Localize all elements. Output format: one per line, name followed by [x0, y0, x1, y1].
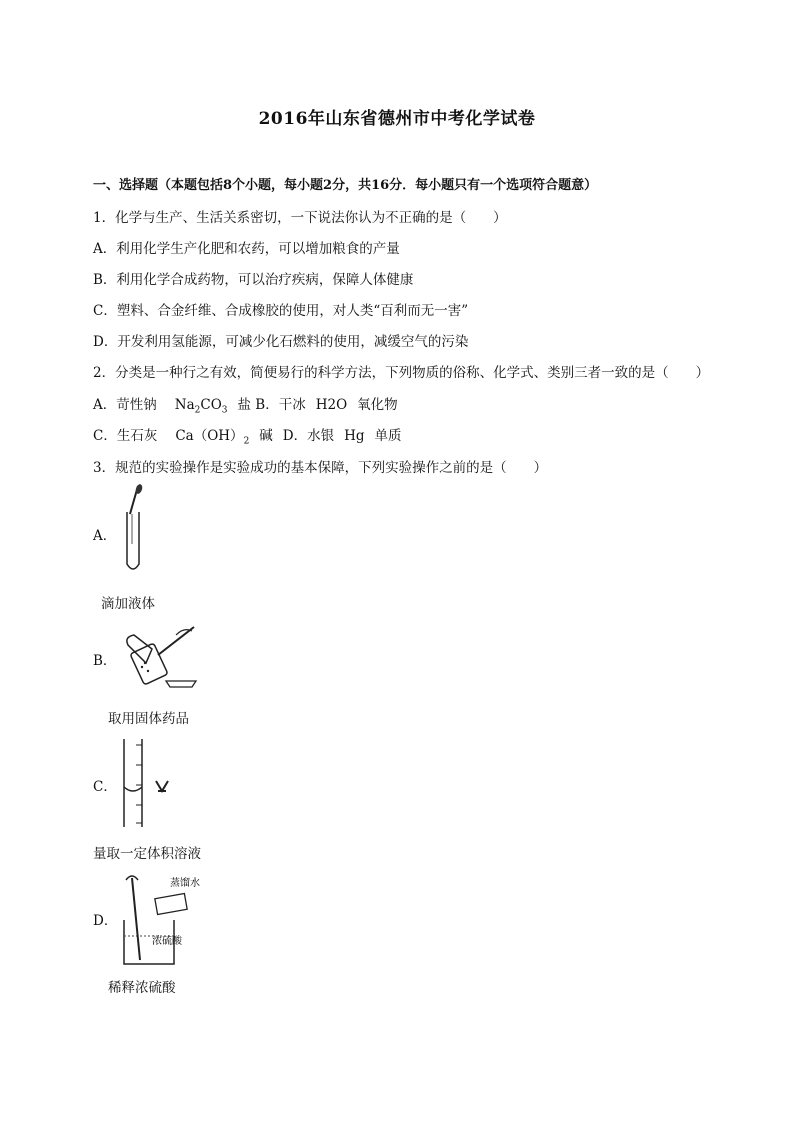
page-title: 2016年山东省德州市中考化学试卷 [258, 109, 536, 129]
option-b-label: B．干冰 [255, 397, 306, 413]
option-c-type: 碱 [259, 428, 273, 444]
option-d-label: D．水银 [282, 428, 335, 444]
question-3-option-d-caption: 稀释浓硫酸 [108, 980, 176, 996]
question-3-option-d-label: D． [93, 913, 118, 929]
question-3-option-b-caption: 取用固体药品 [108, 711, 189, 727]
option-a-label: A．苛性钠 [93, 397, 157, 413]
option-c-formula: $Ca(OH)_2$ [175, 428, 250, 447]
section-heading: 一、选择题（本题包括8个小题，每小题2分，共16分．每小题只有一个选项符合题意） [93, 178, 598, 193]
option-c-label: C．生石灰 [93, 428, 158, 444]
dropper-test-tube-figure [118, 484, 158, 576]
fig-label-acid: 浓硫酸 [152, 936, 182, 947]
question-3-option-a-caption: 滴加液体 [101, 596, 155, 612]
option-a-formula: $Na_2CO_3$ [174, 397, 228, 416]
question-2-stem: 2．分类是一种行之有效，简便易行的科学方法，下列物质的俗称、化学式、类别三者一致的是（ ） [93, 365, 710, 381]
graduated-cylinder-figure [118, 737, 178, 829]
question-2-options-cd [93, 424, 402, 447]
question-2-options-ab [93, 393, 398, 416]
fig-label-water: 蒸馏水 [170, 878, 200, 889]
question-3-stem: 3．规范的实验操作是实验成功的基本保障，下列实验操作之前的是（ ） [93, 460, 548, 476]
option-b-formula: H2O [315, 397, 348, 413]
question-3-option-a-label: A． [93, 528, 117, 544]
option-b-type: 氧化物 [357, 397, 398, 413]
option-a-type: 盐 [237, 397, 251, 413]
option-d-formula: Hg [344, 428, 365, 444]
question-1-option-a: A．利用化学生产化肥和农药，可以增加粮食的产量 [93, 241, 400, 257]
question-3-option-c-caption: 量取一定体积溶液 [93, 846, 201, 862]
question-1-option-b: B．利用化学合成药物，可以治疗疾病，保障人体健康 [93, 272, 414, 288]
solid-reagent-figure [118, 615, 200, 695]
option-d-type: 单质 [374, 428, 402, 444]
question-3-option-b-label: B． [93, 653, 117, 669]
dilute-sulfuric-acid-figure [118, 870, 202, 968]
question-1-option-d: D．开发利用氢能源，可减少化石燃料的使用，减缓空气的污染 [93, 334, 469, 350]
question-1-stem: 1．化学与生产、生活关系密切，一下说法你认为不正确的是（ ） [93, 210, 507, 226]
question-3-option-c-label: C． [93, 779, 117, 795]
question-1-option-c: C．塑料、合金纤维、合成橡胶的使用，对人类“百利而无一害” [93, 303, 469, 319]
